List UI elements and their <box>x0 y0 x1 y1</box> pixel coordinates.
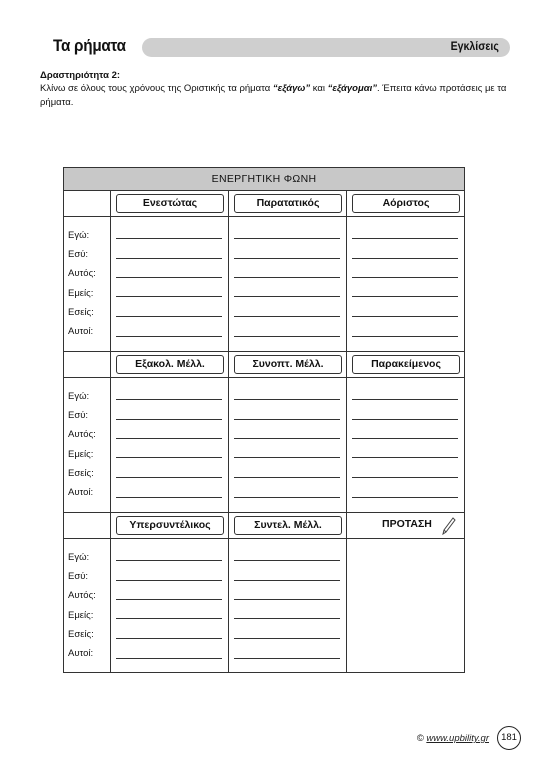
pronoun-label: Εσείς: <box>68 629 94 640</box>
writing-line[interactable] <box>234 618 340 619</box>
pronoun-label: Αυτοί: <box>68 487 94 498</box>
column-header: Εξακολ. Μέλλ. <box>116 355 224 374</box>
writing-line[interactable] <box>234 497 340 498</box>
verb-2: “εξάγομαι” <box>327 83 377 94</box>
writing-line[interactable] <box>234 316 340 317</box>
verb-1: “εξάγω” <box>272 83 311 94</box>
writing-line[interactable] <box>352 438 458 439</box>
writing-line[interactable] <box>234 438 340 439</box>
writing-line[interactable] <box>116 238 222 239</box>
footer-copyright <box>417 733 489 744</box>
writing-line[interactable] <box>116 560 222 561</box>
pronoun-label: Εγώ: <box>68 230 90 241</box>
section-divider <box>64 512 464 513</box>
pronoun-label: Εσείς: <box>68 307 94 318</box>
column-header: Συντελ. Μέλλ. <box>234 516 342 535</box>
writing-line[interactable] <box>116 258 222 259</box>
writing-line[interactable] <box>234 399 340 400</box>
writing-line[interactable] <box>352 277 458 278</box>
pronoun-label: Αυτός: <box>68 268 96 279</box>
pronoun-label: Εσύ: <box>68 410 89 421</box>
writing-line[interactable] <box>352 336 458 337</box>
writing-line[interactable] <box>352 419 458 420</box>
writing-line[interactable] <box>116 277 222 278</box>
conjugation-table <box>63 167 465 673</box>
writing-line[interactable] <box>116 599 222 600</box>
pronoun-label: Εσύ: <box>68 571 89 582</box>
writing-line[interactable] <box>116 638 222 639</box>
pronoun-label: Εγώ: <box>68 552 90 563</box>
writing-line[interactable] <box>234 258 340 259</box>
column-header: Αόριστος <box>352 194 460 213</box>
writing-line[interactable] <box>234 658 340 659</box>
column-divider <box>346 190 347 672</box>
column-header: Παρατατικός <box>234 194 342 213</box>
instruction-text-3: . Έπειτα κάνω προτάσεις με τα ρήματα. <box>40 83 507 108</box>
pronoun-label: Αυτός: <box>68 590 96 601</box>
writing-line[interactable] <box>234 277 340 278</box>
header-row-divider <box>64 538 464 539</box>
table-header: ΕΝΕΡΓΗΤΙΚΗ ΦΩΝΗ <box>64 168 464 191</box>
writing-line[interactable] <box>352 316 458 317</box>
column-header: Συνοπτ. Μέλλ. <box>234 355 342 374</box>
section-label: Εγκλίσεις <box>450 39 499 53</box>
writing-line[interactable] <box>116 296 222 297</box>
writing-line[interactable] <box>116 419 222 420</box>
writing-line[interactable] <box>116 580 222 581</box>
pronoun-label: Εγώ: <box>68 391 90 402</box>
writing-line[interactable] <box>234 336 340 337</box>
website-link[interactable]: www.upbility.gr <box>426 733 489 744</box>
writing-line[interactable] <box>234 296 340 297</box>
writing-line[interactable] <box>116 457 222 458</box>
writing-line[interactable] <box>116 438 222 439</box>
pronoun-label: Εσείς: <box>68 468 94 479</box>
header-row-divider <box>64 216 464 217</box>
column-header: ΠΡΟΤΑΣΗ <box>382 518 432 530</box>
pronoun-label: Αυτοί: <box>68 326 94 337</box>
writing-line[interactable] <box>234 457 340 458</box>
writing-line[interactable] <box>116 658 222 659</box>
writing-line[interactable] <box>234 580 340 581</box>
writing-line[interactable] <box>352 477 458 478</box>
column-divider <box>110 190 111 672</box>
writing-line[interactable] <box>116 618 222 619</box>
column-header: Παρακείμενος <box>352 355 460 374</box>
writing-line[interactable] <box>116 399 222 400</box>
writing-line[interactable] <box>234 599 340 600</box>
writing-line[interactable] <box>116 336 222 337</box>
writing-line[interactable] <box>352 238 458 239</box>
writing-line[interactable] <box>116 316 222 317</box>
instruction-text-2: και <box>310 83 328 94</box>
pronoun-label: Εμείς: <box>68 288 94 299</box>
copyright-symbol: © <box>416 733 427 744</box>
pronoun-label: Αυτός: <box>68 429 96 440</box>
column-header: Ενεστώτας <box>116 194 224 213</box>
writing-line[interactable] <box>234 638 340 639</box>
writing-line[interactable] <box>352 399 458 400</box>
column-divider <box>228 190 229 672</box>
section-divider <box>64 351 464 352</box>
pronoun-label: Εσύ: <box>68 249 89 260</box>
header-row-divider <box>64 377 464 378</box>
writing-line[interactable] <box>234 419 340 420</box>
writing-line[interactable] <box>352 457 458 458</box>
writing-line[interactable] <box>234 560 340 561</box>
pronoun-label: Αυτοί: <box>68 648 94 659</box>
pronoun-label: Εμείς: <box>68 610 94 621</box>
writing-line[interactable] <box>116 497 222 498</box>
pronoun-label: Εμείς: <box>68 449 94 460</box>
page-number: 181 <box>497 726 521 750</box>
writing-line[interactable] <box>352 258 458 259</box>
writing-line[interactable] <box>352 296 458 297</box>
writing-line[interactable] <box>234 477 340 478</box>
writing-line[interactable] <box>234 238 340 239</box>
column-header: Υπερσυντέλικος <box>116 516 224 535</box>
writing-line[interactable] <box>352 497 458 498</box>
activity-instruction <box>40 82 510 110</box>
instruction-text-1: Κλίνω σε όλους τους χρόνους της Οριστικής τα ρήματα <box>40 83 273 94</box>
activity-title: Δραστηριότητα 2: <box>40 70 121 81</box>
pencil-icon <box>442 517 456 535</box>
page-title: Τα ρήματα <box>53 36 126 55</box>
writing-line[interactable] <box>116 477 222 478</box>
